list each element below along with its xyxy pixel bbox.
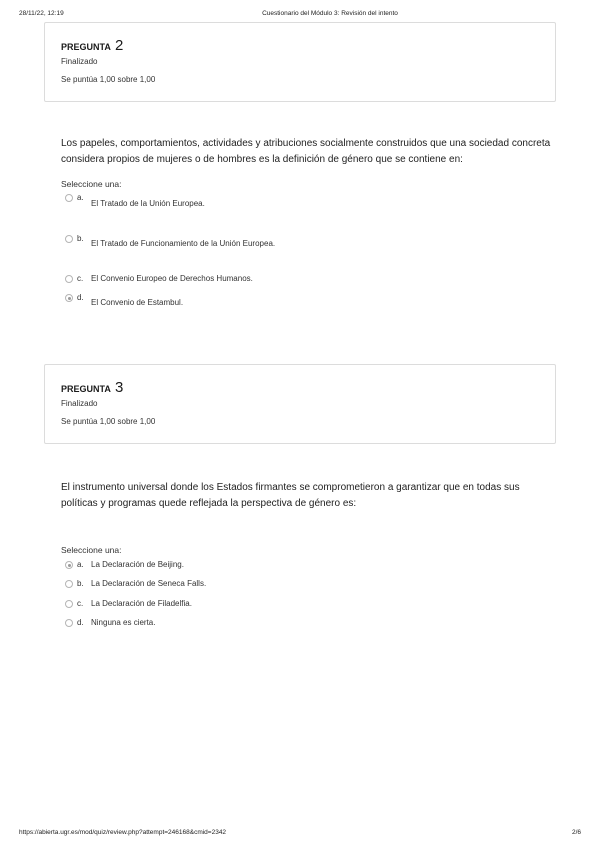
option-text: El Tratado de Funcionamiento de la Unión Europea. (91, 239, 276, 248)
question-grade: Se puntúa 1,00 sobre 1,00 (61, 75, 156, 84)
option-letter: b. (77, 234, 84, 243)
radio-button[interactable] (65, 194, 73, 202)
radio-button-selected[interactable] (65, 561, 73, 569)
option-letter: a. (77, 560, 84, 569)
question-2-text: Los papeles, comportamientos, actividades y atribuciones socialmente construidos que una sociedad concreta considera propios de mujeres o de hombres es la definición de género que se contiene en: (61, 138, 551, 165)
print-url: https://abierta.ugr.es/mod/quiz/review.php?attempt=246168&cmid=2342 (19, 829, 227, 836)
question-label: PREGUNTA (61, 384, 111, 394)
option-letter: c. (77, 599, 84, 608)
question-state: Finalizado (61, 57, 98, 66)
option-letter: d. (77, 618, 84, 627)
radio-button[interactable] (65, 619, 73, 627)
radio-button[interactable] (65, 275, 73, 283)
option-letter: a. (77, 193, 84, 202)
option-text: La Declaración de Filadelfia. (91, 599, 192, 608)
question-3-prompt: Seleccione una: (61, 545, 122, 555)
option-text: El Tratado de la Unión Europea. (91, 199, 205, 208)
radio-button-selected[interactable] (65, 294, 73, 302)
question-label: PREGUNTA (61, 42, 111, 52)
radio-button[interactable] (65, 600, 73, 608)
option-letter: b. (77, 579, 84, 588)
question-grade: Se puntúa 1,00 sobre 1,00 (61, 417, 156, 426)
option-text: La Declaración de Beijing. (91, 560, 184, 569)
question-number: 3 (115, 379, 124, 396)
radio-button[interactable] (65, 235, 73, 243)
print-datetime: 28/11/22, 12:19 (19, 10, 64, 17)
question-3-title (61, 379, 123, 396)
option-letter: c. (77, 274, 84, 283)
print-page-title: Cuestionario del Módulo 3: Revisión del intento (262, 10, 398, 17)
question-2-title (61, 37, 123, 54)
option-text: El Convenio Europeo de Derechos Humanos. (91, 274, 253, 283)
option-text: Ninguna es cierta. (91, 618, 156, 627)
question-2-info (44, 22, 556, 102)
option-text: El Convenio de Estambul. (91, 298, 184, 307)
option-text: La Declaración de Seneca Falls. (91, 579, 207, 588)
radio-button[interactable] (65, 580, 73, 588)
question-2-prompt: Seleccione una: (61, 179, 122, 189)
question-state: Finalizado (61, 399, 98, 408)
question-3-info (44, 364, 556, 444)
question-number: 2 (115, 37, 124, 54)
question-3-text: El instrumento universal donde los Estados firmantes se comprometieron a garantizar que en todas sus políticas y programas quede reflejada la perspectiva de género es: (61, 482, 520, 509)
print-page-number: 2/6 (571, 829, 581, 836)
option-letter: d. (77, 293, 84, 302)
